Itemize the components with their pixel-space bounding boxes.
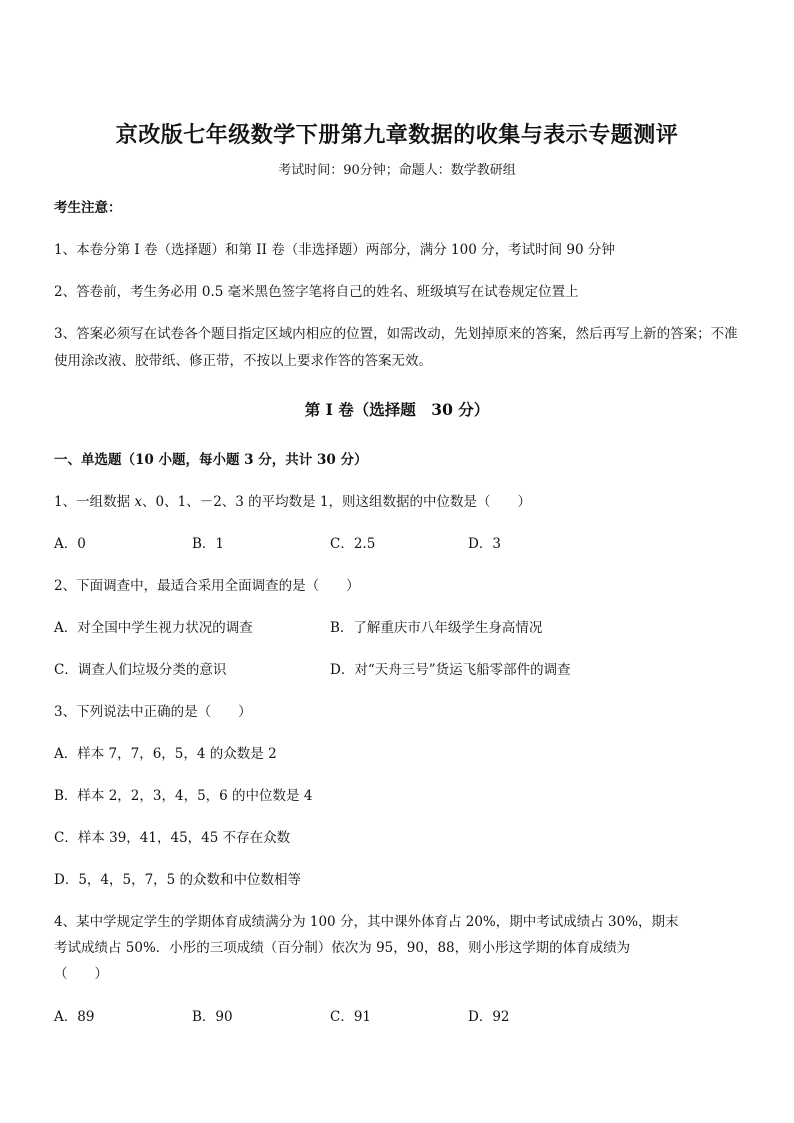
q4-option-a[interactable]: A．89: [54, 1009, 95, 1025]
q3-option-d[interactable]: D．5，4，5，7，5 的众数和中位数相等: [54, 872, 302, 888]
q2-option-a[interactable]: A．对全国中学生视力状况的调查: [54, 620, 253, 636]
q1-option-b[interactable]: B．1: [192, 536, 225, 552]
q2-option-b[interactable]: B．了解重庆市八年级学生身高情况: [330, 620, 543, 636]
question-4-stem-line-2: 考试成绩占 50%．小彤的三项成绩（百分制）依次为 95，90，88，则小彤这学期的体育成绩为: [54, 940, 631, 956]
q2-option-d[interactable]: D．对“天舟三号”货运飞船零部件的调查: [330, 662, 571, 678]
exam-title: 京改版七年级数学下册第九章数据的收集与表示专题测评: [115, 122, 679, 148]
question-3-stem: 3、下列说法中正确的是（ ）: [54, 704, 252, 720]
question-4-stem-line-3: （ ）: [54, 966, 108, 982]
notice-item-3: 3、答案必须写在试卷各个题目指定区域内相应的位置，如需改动，先划掉原来的答案，然后再写上新的答案；不准使用涂改液、胶带纸、修正带，不按以上要求作答的答案无效。: [54, 326, 738, 369]
q1-option-d[interactable]: D．3: [468, 536, 501, 552]
q1-option-a[interactable]: A．0: [54, 536, 86, 552]
q3-option-c[interactable]: C．样本 39，41，45，45 不存在众数: [54, 830, 291, 846]
q4-option-b[interactable]: B．90: [192, 1009, 233, 1025]
section-heading: 一、单选题（10 小题，每小题 3 分，共计 30 分）: [54, 452, 368, 468]
part1-title: 第 I 卷（选择题 30 分）: [304, 400, 490, 419]
q2-option-c[interactable]: C．调查人们垃圾分类的意识: [54, 662, 227, 678]
q4-option-c[interactable]: C．91: [330, 1009, 372, 1025]
q3-option-b[interactable]: B．样本 2，2，3，4，5，6 的中位数是 4: [54, 788, 313, 804]
notice-heading: 考生注意：: [54, 200, 122, 216]
question-1-stem: 1、一组数据 x、0、1、－2、3 的平均数是 1，则这组数据的中位数是（ ）: [54, 494, 532, 510]
q4-option-d[interactable]: D．92: [468, 1009, 510, 1025]
question-2-stem: 2、下面调查中，最适合采用全面调查的是（ ）: [54, 578, 360, 594]
q1-option-c[interactable]: C．2.5: [330, 536, 376, 552]
question-4-stem-line-1: 4、某中学规定学生的学期体育成绩满分为 100 分，其中课外体育占 20%，期中考试成绩占 30%，期末: [54, 914, 679, 930]
notice-item-2: 2、答卷前，考生务必用 0.5 毫米黑色签字笔将自己的姓名、班级填写在试卷规定位置上: [54, 284, 579, 300]
notice-item-1: 1、本卷分第 I 卷（选择题）和第 II 卷（非选择题）两部分，满分 100 分，考试时间 90 分钟: [54, 242, 615, 258]
exam-subtitle: 考试时间：90分钟；命题人：数学教研组: [278, 163, 516, 178]
q3-option-a[interactable]: A．样本 7，7，6，5，4 的众数是 2: [54, 746, 277, 762]
